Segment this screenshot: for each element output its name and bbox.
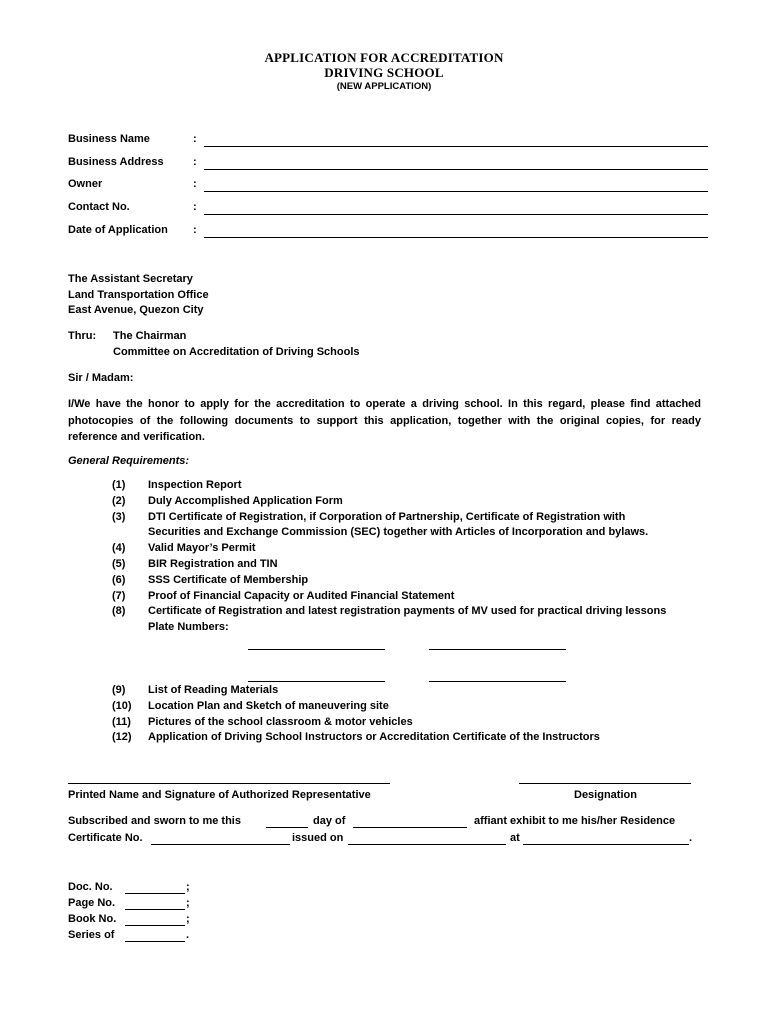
requirement-text: Plate Numbers: [148, 621, 229, 634]
requirement-item [112, 542, 712, 558]
requirement-text: BIR Registration and TIN [148, 557, 278, 570]
book-no-label: Book No. [68, 913, 117, 925]
addressee-line1: The Assistant Secretary [68, 273, 193, 285]
field-label: Date of Application [68, 224, 168, 236]
requirement-item [112, 684, 712, 700]
jurat-day-blank[interactable] [266, 827, 308, 828]
requirements-heading: General Requirements: [68, 455, 190, 467]
requirement-text: SSS Certificate of Membership [148, 573, 309, 586]
requirement-text: Certificate of Registration and latest registration payments of MV used for practical driving lessons [148, 605, 667, 618]
field-colon: : [193, 201, 197, 213]
jurat-text-1a: Subscribed and sworn to me this [68, 815, 241, 827]
requirement-text: Application of Driving School Instructors or Accreditation Certificate of the Instructors [148, 731, 600, 744]
requirement-item [112, 526, 712, 542]
requirement-item [112, 700, 712, 716]
requirement-text: DTI Certificate of Registration, if Corporation of Partnership, Certificate of Registration with [148, 510, 626, 523]
requirement-number: (9) [112, 684, 126, 696]
salutation: Sir / Madam: [68, 372, 134, 384]
requirement-text: Inspection Report [148, 479, 242, 491]
field-label: Business Address [68, 156, 164, 168]
requirement-text: Duly Accomplished Application Form [148, 494, 343, 507]
owner-field [68, 178, 708, 194]
field-label: Owner [68, 178, 103, 190]
requirement-number: (4) [112, 542, 126, 555]
issued-on-blank[interactable] [348, 844, 506, 845]
requirement-item [112, 574, 712, 590]
issued-at-blank[interactable] [523, 844, 689, 845]
contact-no-input-line[interactable] [204, 214, 708, 215]
form-title-line2: DRIVING SCHOOL [324, 65, 444, 80]
form-title-line1: APPLICATION FOR ACCREDITATION [264, 50, 504, 65]
requirement-text: Proof of Financial Capacity or Audited Financial Statement [148, 589, 455, 602]
contact-no-field [68, 201, 708, 217]
thru-line2: Committee on Accreditation of Driving Schools [113, 346, 360, 358]
requirement-item [112, 716, 712, 732]
form-subtitle: (NEW APPLICATION) [336, 81, 432, 92]
jurat-text-1b: day of [313, 815, 346, 827]
book-no-end: ; [186, 913, 190, 925]
series-of-blank[interactable] [125, 941, 185, 942]
requirement-text: Securities and Exchange Commission (SEC) together with Articles of Incorporation and bylaws. [148, 526, 649, 539]
plate-number-blank-3[interactable] [248, 681, 385, 682]
residence-certificate-blank[interactable] [151, 844, 290, 845]
requirement-text: List of Reading Materials [148, 684, 279, 696]
field-colon: : [193, 178, 197, 190]
doc-no-label: Doc. No. [68, 881, 113, 893]
requirement-item [112, 731, 712, 747]
page-no-blank[interactable] [125, 909, 185, 910]
plate-number-blank-1[interactable] [248, 649, 385, 650]
requirement-number: (6) [112, 573, 126, 586]
field-label: Contact No. [68, 201, 130, 213]
field-colon: : [193, 224, 197, 236]
field-colon: : [193, 133, 197, 145]
page-no-label: Page No. [68, 897, 116, 909]
thru-label: Thru: [68, 330, 97, 342]
jurat-period: . [689, 832, 693, 844]
plate-number-blank-4[interactable] [429, 681, 566, 682]
field-label: Business Name [68, 133, 150, 145]
designation-signature-line[interactable] [519, 783, 691, 784]
series-of-label: Series of [68, 929, 115, 941]
jurat-text-2b: issued on [292, 832, 344, 844]
requirement-item [112, 605, 712, 621]
requirement-number: (10) [112, 699, 132, 712]
jurat-text-2a: Certificate No. [68, 832, 143, 844]
requirement-number: (1) [112, 479, 126, 491]
requirement-text: Valid Mayor’s Permit [148, 542, 256, 555]
requirement-item [112, 495, 712, 511]
owner-input-line[interactable] [204, 191, 708, 192]
requirement-number: (11) [112, 715, 131, 728]
plate-number-blank-2[interactable] [429, 649, 566, 650]
book-no-blank[interactable] [125, 925, 185, 926]
designation-label: Designation [574, 789, 637, 801]
thru-line1: The Chairman [113, 330, 187, 342]
business-name-field [68, 133, 708, 149]
representative-signature-line[interactable] [68, 783, 390, 784]
addressee-line2: Land Transportation Office [68, 289, 209, 301]
requirement-item [112, 621, 712, 637]
requirements-list-continued [112, 684, 712, 747]
business-address-field [68, 156, 708, 172]
jurat-text-2c: at [510, 832, 520, 844]
requirement-text: Pictures of the school classroom & motor vehicles [148, 715, 413, 728]
body-paragraph: I/We have the honor to apply for the accreditation to operate a driving school. In this regard, please find attached photocopies of the following documents to support this application, together with the original copies, for ready reference and verification. [68, 398, 701, 443]
page-no-end: ; [186, 897, 190, 909]
requirements-list [112, 479, 712, 637]
requirement-item [112, 590, 712, 606]
series-of-end: . [186, 929, 190, 941]
requirement-item [112, 558, 712, 574]
requirement-number: (2) [112, 494, 126, 507]
business-name-input-line[interactable] [204, 146, 708, 147]
representative-signature-label: Printed Name and Signature of Authorized Representative [68, 789, 371, 801]
addressee-line3: East Avenue, Quezon City [68, 304, 204, 316]
requirement-number: (5) [112, 557, 126, 570]
jurat-text-1c: affiant exhibit to me his/her Residence [474, 815, 676, 827]
field-colon: : [193, 156, 197, 168]
date-of-application-field [68, 224, 708, 240]
date-of-application-input-line[interactable] [204, 237, 708, 238]
requirement-item [112, 479, 712, 495]
requirement-number: (8) [112, 605, 126, 618]
business-address-input-line[interactable] [204, 169, 708, 170]
jurat-month-blank[interactable] [353, 827, 467, 828]
requirement-number: (12) [112, 731, 132, 744]
requirement-text: Location Plan and Sketch of maneuvering site [148, 699, 389, 712]
doc-no-end: ; [186, 881, 190, 893]
requirement-number: (3) [112, 510, 126, 523]
requirement-item [112, 511, 712, 527]
doc-no-blank[interactable] [125, 893, 185, 894]
requirement-number: (7) [112, 589, 126, 602]
